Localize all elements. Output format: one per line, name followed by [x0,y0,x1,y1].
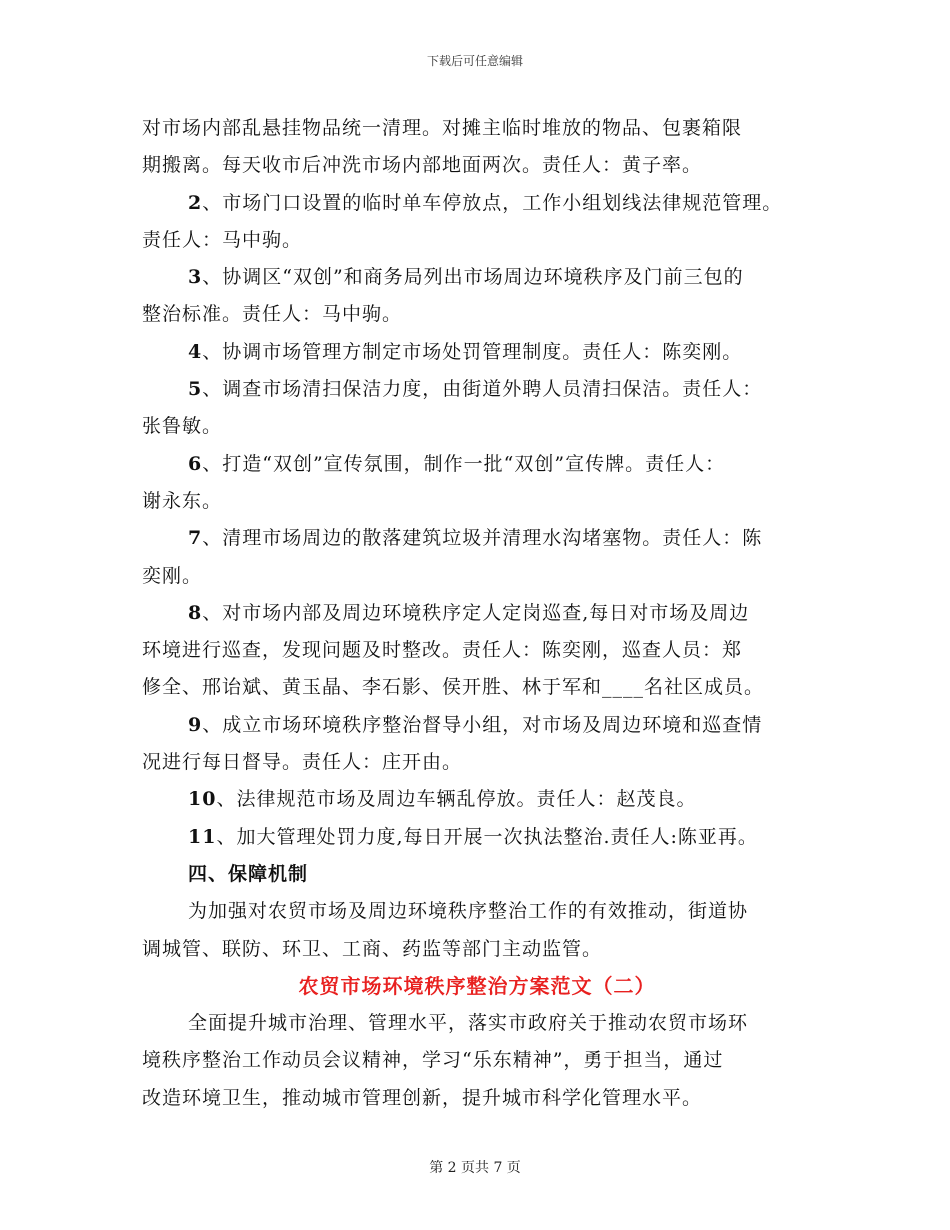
item-text: 、清理市场周边的散落建筑垃圾并清理水沟堵塞物。责任人：陈 [202,527,763,550]
item-number: 7 [188,527,203,550]
part2-title: 农贸市场环境秩序整治方案范文（二） [298,973,656,998]
item-number: 8 [188,601,203,624]
item-number: 6 [188,452,203,475]
item-number: 11 [188,825,217,848]
item-number: 9 [188,713,203,736]
item-9 [142,707,812,744]
item-text: 、打造“双创”宣传氛围，制作一批“双创”宣传牌。责任人： [202,452,726,475]
item-4 [142,334,812,371]
item-text: 、协调市场管理方制定市场处罚管理制度。责任人：陈奕刚。 [202,340,743,363]
section4-line1: 为加强对农贸市场及周边环境秩序整治工作的有效推动，街道协 [188,900,749,923]
item-number: 4 [188,340,203,363]
item-text: 、市场门口设置的临时单车停放点，工作小组划线法律规范管理。 [202,191,783,214]
document-body [142,110,812,1117]
item-3 [142,259,812,296]
section-heading: 四、保障机制 [188,862,309,885]
item-text: 、加大管理处罚力度,每日开展一次执法整治.责任人:陈亚再。 [216,825,758,848]
item-2 [142,185,812,222]
item-8-cont2: 修全、邢诒斌、黄玉晶、李石影、侯开胜、林于军和____名社区成员。 [142,676,765,699]
item-8-cont: 环境进行巡查，发现问题及时整改。责任人：陈奕刚，巡查人员：郑 [142,639,743,662]
paragraph-line: 期搬离。每天收市后冲洗市场内部地面两次。责任人：黄子率。 [142,154,703,177]
item-3-cont: 整治标准。责任人：马中驹。 [142,303,403,326]
page-header: 下载后可任意编辑 [426,54,523,68]
item-11 [142,819,812,856]
item-2-cont: 责任人：马中驹。 [142,228,303,251]
item-8 [142,595,812,632]
item-5-cont: 张鲁敏。 [142,415,223,438]
part2-line1: 全面提升城市治理、管理水平，落实市政府关于推动农贸市场环 [188,1012,749,1035]
item-6 [142,446,812,483]
part2-line2: 境秩序整治工作动员会议精神，学习“乐东精神”，勇于担当，通过 [142,1049,724,1072]
item-number: 3 [188,266,203,289]
item-7 [142,520,812,557]
section4-line2: 调城管、联防、环卫、工商、药监等部门主动监管。 [142,937,603,960]
item-9-cont: 况进行每日督导。责任人：庄开由。 [142,751,463,774]
page-footer: 第 2 页共 7 页 [429,1160,521,1176]
item-5 [142,371,812,408]
item-number: 10 [188,788,217,811]
item-10 [142,781,812,818]
item-6-cont: 谢永东。 [142,489,223,512]
item-text: 、调查市场清扫保洁力度，由街道外聘人员清扫保洁。责任人： [202,378,763,401]
part2-line3: 改造环境卫生，推动城市管理创新，提升城市科学化管理水平。 [142,1086,703,1109]
item-text: 、协调区“双创”和商务局列出市场周边环境秩序及门前三包的 [202,266,744,289]
paragraph-line: 对市场内部乱悬挂物品统一清理。对摊主临时堆放的物品、包裹箱限 [142,117,743,139]
item-text: 、对市场内部及周边环境秩序定人定岗巡查,每日对市场及周边 [202,601,750,624]
item-text: 、法律规范市场及周边车辆乱停放。责任人：赵茂良。 [216,788,697,811]
item-number: 2 [188,191,203,214]
item-text: 、成立市场环境秩序整治督导小组，对市场及周边环境和巡查情 [202,713,763,736]
item-7-cont: 奕刚。 [142,564,203,587]
item-number: 5 [188,378,203,401]
